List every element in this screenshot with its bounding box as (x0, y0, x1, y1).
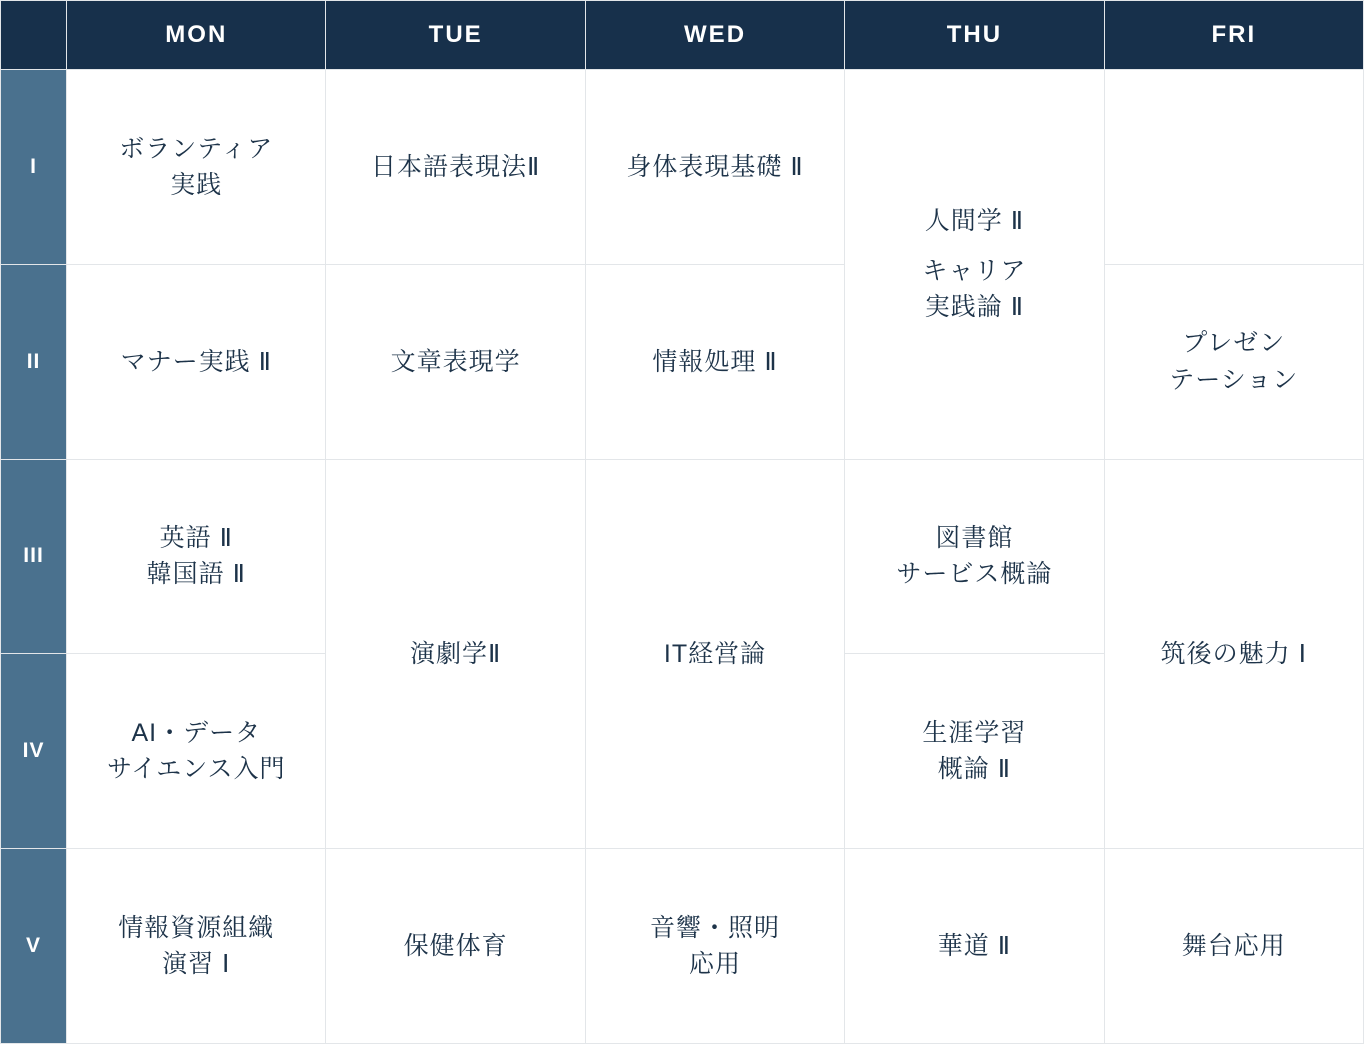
class-cell-line: 文章表現学 (390, 347, 521, 376)
class-cell-tue-1 (326, 70, 585, 265)
class-cell-line: 情報処理 Ⅱ (652, 347, 778, 376)
class-cell-line: 実践 (170, 170, 223, 199)
class-cell-line: 図書館 (935, 524, 1014, 553)
class-cell-line: マナー実践 Ⅱ (120, 347, 272, 376)
class-cell-line: 筑後の魅力 Ⅰ (1160, 639, 1307, 668)
class-cell-line: 応用 (689, 950, 742, 979)
table-row-period-2 (1, 264, 1364, 459)
class-cell-line: 演習 Ⅰ (162, 950, 231, 979)
class-cell-fri-3-4 (1104, 459, 1363, 849)
class-cell-wed-5 (585, 849, 844, 1044)
class-cell-thu-1-2 (845, 70, 1104, 460)
day-header-wed: WED (585, 1, 844, 70)
class-cell-line: 舞台応用 (1181, 931, 1286, 960)
class-cell-line: AI・データ (131, 719, 262, 748)
class-cell-line: 実践論 Ⅱ (924, 293, 1025, 322)
class-cell-mon-4 (67, 654, 326, 849)
day-header-mon: MON (67, 1, 326, 70)
class-cell-wed-1 (585, 70, 844, 265)
table-row-period-3 (1, 459, 1364, 654)
class-cell-tue-3-4 (326, 459, 585, 849)
class-cell-fri-2 (1104, 264, 1363, 459)
class-cell-line: 日本語表現法Ⅱ (371, 152, 541, 181)
class-cell-wed-3-4 (585, 459, 844, 849)
class-cell-line: サイエンス入門 (107, 755, 286, 784)
cell-spacer (845, 239, 1103, 253)
class-cell-thu-3 (845, 459, 1104, 654)
class-cell-wed-2 (585, 264, 844, 459)
table-row-period-5 (1, 849, 1364, 1044)
class-cell-line: 生涯学習 (922, 719, 1027, 748)
class-cell-line: 華道 Ⅱ (937, 931, 1012, 960)
class-cell-mon-3 (67, 459, 326, 654)
table-header-row (1, 1, 1364, 70)
class-cell-line: ボランティア (119, 134, 274, 163)
class-cell-tue-5 (326, 849, 585, 1044)
class-cell-line: 情報資源組織 (118, 913, 275, 942)
day-header-tue: TUE (326, 1, 585, 70)
period-label-1: I (1, 70, 67, 265)
period-label-2: II (1, 264, 67, 459)
class-cell-line: サービス概論 (896, 560, 1053, 589)
class-cell-tue-2 (326, 264, 585, 459)
corner-header (1, 1, 67, 70)
period-label-5: V (1, 849, 67, 1044)
class-cell-line: 概論 Ⅱ (937, 755, 1012, 784)
day-header-fri: FRI (1104, 1, 1363, 70)
day-header-thu: THU (845, 1, 1104, 70)
class-cell-line: 身体表現基礎 Ⅱ (626, 152, 804, 181)
period-label-4: IV (1, 654, 67, 849)
class-cell-thu-4 (845, 654, 1104, 849)
class-cell-line: テーション (1169, 365, 1299, 394)
class-cell-line: IT経営論 (663, 639, 767, 668)
period-label-3: III (1, 459, 67, 654)
class-cell-line: キャリア (922, 257, 1027, 286)
class-cell-line: プレゼン (1182, 329, 1286, 358)
class-cell-line: 人間学 Ⅱ (924, 206, 1025, 235)
class-cell-line: 英語 Ⅱ (159, 524, 233, 553)
class-cell-mon-2 (67, 264, 326, 459)
class-cell-line: 韓国語 Ⅱ (146, 560, 246, 589)
class-cell-line: 演劇学Ⅱ (410, 639, 502, 668)
class-cell-line: 音響・照明 (650, 913, 781, 942)
class-cell-fri-1 (1104, 70, 1363, 265)
class-cell-mon-1 (67, 70, 326, 265)
table-row-period-1 (1, 70, 1364, 265)
class-cell-mon-5 (67, 849, 326, 1044)
class-cell-fri-5 (1104, 849, 1363, 1044)
class-cell-thu-5 (845, 849, 1104, 1044)
class-cell-line: 保健体育 (403, 931, 508, 960)
